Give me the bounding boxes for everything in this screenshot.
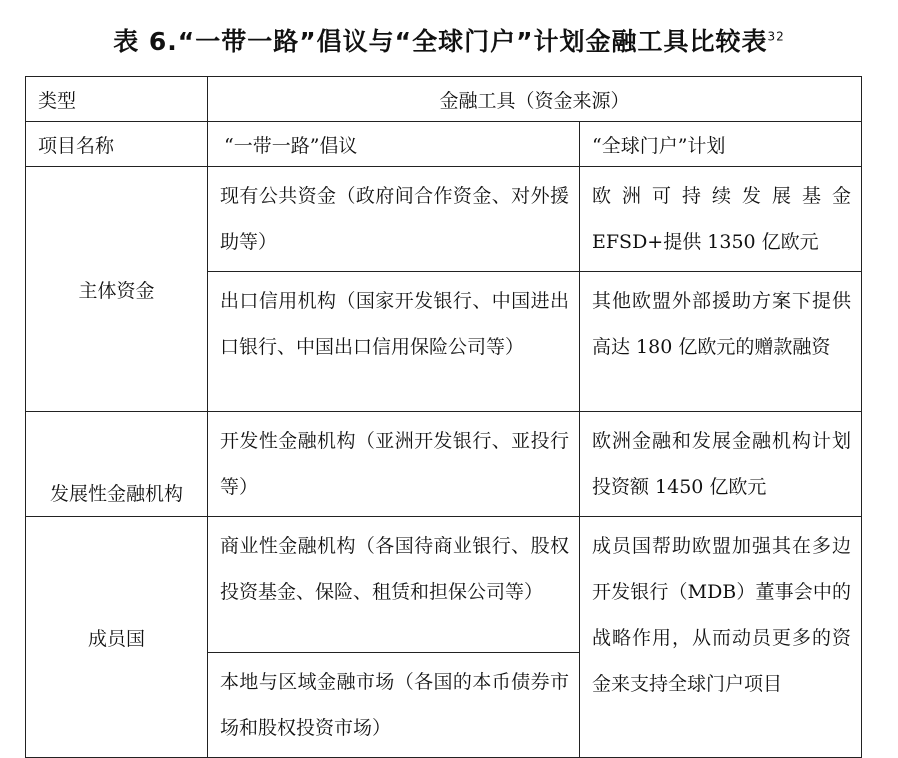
row-label-dev-finance: 发展性金融机构 (26, 412, 208, 517)
row-label-main-funding: 主体资金 (26, 167, 208, 412)
subheader-row (26, 122, 862, 167)
bri-cell: 出口信用机构（国家开发银行、中国进出口银行、中国出口信用保险公司等） (208, 272, 580, 412)
gg-cell: 其他欧盟外部援助方案下提供高达 180 亿欧元的赠款融资 (580, 272, 862, 412)
footnote-marker: 32 (767, 29, 785, 44)
header-row (26, 77, 862, 122)
table-row (26, 517, 862, 653)
header-type: 类型 (26, 77, 208, 122)
bri-cell: 现有公共资金（政府间合作资金、对外援助等） (208, 167, 580, 272)
row-label-member-states: 成员国 (26, 517, 208, 758)
header-project-name: 项目名称 (26, 122, 208, 167)
table-row (26, 167, 862, 272)
gg-cell: 欧洲可持续发展基金 EFSD+提供 1350 亿欧元 (580, 167, 862, 272)
header-instruments: 金融工具（资金来源） (208, 77, 862, 122)
table-title-text: 表 6.“一带一路”倡议与“全球门户”计划金融工具比较表 (113, 27, 768, 56)
gg-cell: 成员国帮助欧盟加强其在多边开发银行（MDB）董事会中的战略作用，从而动员更多的资金来支持全球门户项目 (580, 517, 862, 758)
table-row (26, 412, 862, 517)
bri-cell: 商业性金融机构（各国待商业银行、股权投资基金、保险、租赁和担保公司等） (208, 517, 580, 653)
table-title (0, 22, 898, 58)
gg-cell: 欧洲金融和发展金融机构计划投资额 1450 亿欧元 (580, 412, 862, 517)
comparison-table (25, 76, 862, 758)
header-bri: “一带一路”倡议 (208, 122, 580, 167)
bri-cell: 开发性金融机构（亚洲开发银行、亚投行等） (208, 412, 580, 517)
bri-cell: 本地与区域金融市场（各国的本币债券市场和股权投资市场） (208, 653, 580, 758)
header-global-gateway: “全球门户”计划 (580, 122, 862, 167)
